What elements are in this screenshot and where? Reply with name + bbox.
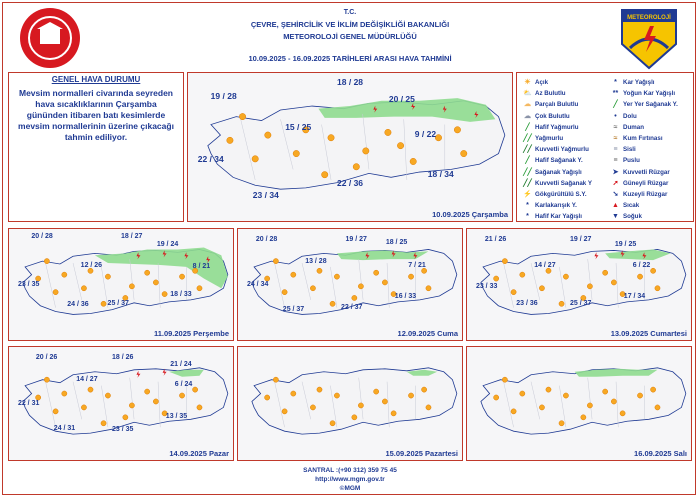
legend-label: Parçalı Bulutlu [535,101,579,109]
temperature-label: 9 / 22 [414,129,437,140]
panel-date-label: 16.09.2025 Salı [634,449,687,458]
sun-icon [620,411,625,416]
legend-label: Hafif Kar Yağışlı [535,213,582,221]
sun-icon [239,113,245,119]
sun-icon [179,274,184,279]
sun-icon [293,150,299,156]
panel-date-label: 14.09.2025 Pazar [169,449,229,458]
cloudy-icon: ☁ [524,101,531,109]
sun-icon [101,421,106,426]
legend-label: Puslu [623,157,640,165]
snow-icon: * [614,79,617,87]
strong-wind-icon: ➤ [612,168,619,176]
sun-icon [587,403,592,408]
south-wind-icon: ➚ [612,179,619,187]
sun-icon [193,387,198,392]
sun-icon [334,274,339,279]
legend-label: Sisli [623,146,636,154]
ministry-emblem [20,8,80,68]
sun-icon [637,393,642,398]
legend-item [611,122,678,133]
map-panel-day1 [187,72,513,222]
sun-icon [265,132,271,138]
footer-phone: SANTRAL :(+90 312) 359 75 45 [303,467,397,474]
legend-item [523,189,592,200]
temperature-label: 15 / 25 [285,121,312,132]
rain-area [575,369,658,377]
temperature-label: 18 / 25 [385,238,408,246]
footer-copyright: ©MGM [339,485,361,492]
rain-icon: ╱╱ [523,135,532,143]
map-panel-day5 [8,346,234,461]
light-shower-icon: ╱ [525,157,530,165]
sun-icon [655,286,660,291]
sun-icon [352,415,357,420]
legend-label: Kuvvetli Yağmurlu [535,146,589,154]
temperature-label: 19 / 27 [570,235,592,243]
sun-icon [358,403,363,408]
legend-item [611,144,678,155]
sun-icon [44,377,49,382]
legend-label: Kuvvetli Sağanak Y [535,179,592,187]
sun-icon [330,421,335,426]
temperature-label: 19 / 28 [210,90,237,101]
heavy-shower-icon: ╱╱ [523,179,532,187]
sun-icon [291,391,296,396]
sleet-icon: * [526,202,529,210]
sun-icon [408,274,413,279]
thunder-icon: ⚡ [523,190,532,198]
legend-item [523,200,592,211]
sun-icon [435,135,441,141]
legend-label: Duman [623,123,644,131]
turkey-map [467,347,691,460]
temperature-label: 13 / 35 [165,412,188,420]
map-panel-day3 [237,228,463,341]
sun-icon [603,270,608,275]
legend-label: Kuzeyli Rüzgar [623,190,668,198]
temperature-label: 20 / 28 [255,235,278,243]
legend-label: Çok Bulutlu [535,112,570,120]
sun-icon [153,399,158,404]
sun-icon [197,286,202,291]
partly-cloudy-icon: ⛅ [523,90,532,98]
general-weather-box [8,72,184,222]
footer-url[interactable]: http://www.mgm.gov.tr [315,476,385,483]
turkey-map [238,229,462,340]
sun-icon [153,280,158,285]
temperature-label: 8 / 21 [192,263,211,271]
sun-icon [651,268,656,273]
sun-icon [101,301,106,306]
sun-icon [611,280,616,285]
map-panel-day2 [8,228,234,341]
sun-icon [129,403,134,408]
sun-icon [603,389,608,394]
sun-icon [587,284,592,289]
temperature-label: 7 / 21 [408,262,426,270]
fog-icon: ≡ [613,157,618,165]
sun-icon [227,137,233,143]
sun-icon [374,389,379,394]
legend-item [523,88,592,99]
sun-icon [282,409,287,414]
temperature-label: 12 / 26 [80,262,103,270]
turkey-map [9,229,233,340]
sun-icon [145,270,150,275]
temperature-label: 23 / 36 [516,300,538,308]
temperature-label: 16 / 33 [394,293,417,301]
heavy-rain-icon: ╱╱ [523,146,532,154]
header-ministry: ÇEVRE, ŞEHİRCİLİK VE İKLİM DEĞİŞİKLİĞİ BAKANLIĞI [250,20,450,29]
temperature-label: 20 / 28 [31,233,53,241]
sun-icon [197,405,202,410]
legend-label: Güneyli Rüzgar [623,179,669,187]
legend-label: Açık [535,79,549,87]
sun-icon [145,389,150,394]
sun-icon [494,276,499,281]
sun-icon [129,284,134,289]
temperature-label: 25 / 37 [570,300,592,308]
legend-item [611,178,678,189]
sun-icon [637,274,642,279]
panel-date-label: 15.09.2025 Pazartesi [385,449,458,458]
sun-icon [426,286,431,291]
overcast-icon: ☁ [524,112,531,120]
sun-icon [410,158,416,164]
sun-icon [363,148,369,154]
legend-item [611,88,678,99]
temperature-label: 14 / 27 [76,376,98,384]
legend-item [611,99,678,110]
sun-icon [310,286,315,291]
sun-icon [358,284,363,289]
sun-icon [382,399,387,404]
legend-item [523,144,592,155]
hail-icon: • [614,112,617,120]
legend-item [611,167,678,178]
sun-icon [494,395,499,400]
sun-icon [611,399,616,404]
legend-item [523,77,592,88]
legend-item [523,167,592,178]
sun-icon [252,156,258,162]
temperature-label: 25 / 37 [282,305,305,313]
legend-label: Karlakarışık Y. [535,202,577,210]
legend-label: Gökgürültülü S.Y. [535,190,587,198]
legend-item [523,133,592,144]
local-shower-icon: ╱ [613,101,618,109]
header-forecast-title: 10.09.2025 - 16.09.2025 TARİHLERİ ARASI HAVA TAHMİNİ [248,54,452,63]
sun-icon [53,409,58,414]
sun-icon [559,301,564,306]
sun-icon [179,393,184,398]
sun-icon [328,135,334,141]
temperature-label: 23 / 35 [112,426,134,434]
temperature-label: 23 / 34 [252,189,279,200]
sun-icon [44,259,49,264]
legend-item [523,99,592,110]
sun-icon [105,393,110,398]
heavy-snow-icon: ** [612,90,619,98]
temperature-label: 24 / 36 [67,301,89,309]
panel-date-label: 12.09.2025 Cuma [397,329,458,338]
temperature-label: 23 / 35 [17,281,40,289]
temperature-label: 22 / 37 [341,304,363,312]
temperature-label: 6 / 22 [632,262,651,270]
sun-icon [291,272,296,277]
cold-icon: ▼ [612,213,619,221]
sun-icon [317,268,322,273]
sun-icon [454,127,460,133]
header-directorate: METEOROLOJİ GENEL MÜDÜRLÜĞÜ [283,32,417,41]
mgm-logo [620,8,678,70]
sun-icon [385,129,391,135]
legend-item [611,111,678,122]
temperature-label: 19 / 27 [345,235,367,243]
legend-label: Hafif Sağanak Y. [535,157,583,165]
temperature-label: 13 / 28 [305,257,327,265]
sun-icon [162,291,167,296]
temperature-label: 14 / 27 [534,262,556,270]
sun-icon [520,272,525,277]
sun-icon [62,391,67,396]
light-rain-icon: ╱ [525,123,530,131]
sun-icon [53,290,58,295]
legend-item [611,211,678,222]
sun-icon [330,301,335,306]
temperature-label: 22 / 31 [17,400,40,408]
sun-icon [502,377,507,382]
legend-item [523,155,592,166]
temperature-label: 17 / 34 [623,293,646,301]
legend-label: Sıcak [623,202,640,210]
sun-icon [426,405,431,410]
temperature-label: 24 / 34 [246,281,269,289]
temperature-label: 6 / 24 [174,380,193,388]
legend-item [523,211,592,222]
sun-icon [408,393,413,398]
legend-column-2 [611,77,678,222]
sun-icon [563,393,568,398]
sun-icon [563,274,568,279]
sun-icon [81,405,86,410]
legend-label: Yağmurlu [535,135,564,143]
sun-icon [353,164,359,170]
sun-icon [651,387,656,392]
turkey-outline [252,368,457,434]
hot-icon: ▲ [612,202,619,210]
legend-label: Hafif Yağmurlu [535,123,579,131]
legend-box [516,72,694,222]
legend-label: Kuvvetli Rüzgar [623,168,670,176]
sandstorm-icon: ≈ [613,135,618,143]
temperature-label: 19 / 24 [156,241,179,249]
turkey-map [238,347,462,460]
mist-icon: ≡ [613,146,618,154]
legend-item [611,200,678,211]
light-snow-icon: * [526,213,529,221]
map-panel-day6 [237,346,463,461]
legend-label: Kar Yağışlı [623,79,655,87]
sun-icon [581,415,586,420]
turkey-map [9,347,233,460]
legend-item [611,77,678,88]
sun-icon [520,391,525,396]
legend-label: Yer Yer Sağanak Y. [623,101,678,109]
panel-date-label: 11.09.2025 Perşembe [153,329,229,338]
sun-icon [511,409,516,414]
legend-item [611,189,678,200]
temperature-label: 25 / 37 [107,300,129,308]
temperature-label: 20 / 25 [388,93,415,104]
sun-icon [265,395,270,400]
legend-label: Dolu [623,112,637,120]
shower-icon: ╱╱ [523,168,532,176]
legend-item [611,155,678,166]
temperature-label: 24 / 31 [53,424,76,432]
sun-icon [382,280,387,285]
panel-date-label: 10.09.2025 Çarşamba [432,210,508,219]
temperature-label: 19 / 25 [614,241,637,249]
sun-icon [310,405,315,410]
map-panel-day4 [466,228,692,341]
sun-icon [374,270,379,275]
north-wind-icon: ➘ [612,190,619,198]
legend-label: Yoğun Kar Yağışlı [623,90,676,98]
temperature-label: 23 / 33 [475,283,498,291]
temperature-label: 22 / 34 [197,154,224,165]
general-weather-title: GENEL HAVA DURUMU [51,75,141,84]
sun-icon [62,272,67,277]
legend-item [611,133,678,144]
temperature-label: 18 / 27 [121,233,143,241]
temperature-label: 21 / 26 [484,235,507,243]
sun-icon [273,259,278,264]
sun-icon [461,150,467,156]
panel-date-label: 13.09.2025 Cumartesi [610,329,687,338]
temperature-label: 21 / 24 [170,360,192,368]
sun-icon [546,387,551,392]
legend-label: Sağanak Yağışlı [535,168,582,176]
sun-icon: ☀ [524,79,531,87]
temperature-label: 18 / 33 [170,291,192,299]
sun-icon [88,387,93,392]
sun-icon [282,290,287,295]
legend-item [523,111,592,122]
sun-icon [352,295,357,300]
header-tc: T.C. [343,9,357,16]
sun-icon [422,387,427,392]
legend-column-1 [523,77,592,222]
sun-icon [105,274,110,279]
turkey-map [467,229,691,340]
sun-icon [559,421,564,426]
sun-icon [317,387,322,392]
turkey-outline [481,368,686,434]
smoke-icon: ≈ [613,123,618,131]
sun-icon [539,405,544,410]
sun-icon [391,411,396,416]
legend-label: Soğuk [623,213,642,221]
sun-icon [123,415,128,420]
legend-item [523,178,592,189]
temperature-label: 18 / 26 [112,353,134,361]
map-panel-day7 [466,346,692,461]
sun-icon [334,393,339,398]
legend-label: Kum Fırtınası [623,135,663,143]
sun-icon [397,142,403,148]
temperature-label: 22 / 36 [337,178,364,189]
temperature-label: 20 / 26 [35,353,58,361]
sun-icon [322,171,328,177]
sun-icon [273,377,278,382]
mgm-logo-text: METEOROLOJİ [627,15,671,21]
temperature-label: 18 / 34 [427,169,454,180]
sun-icon [81,286,86,291]
sun-icon [511,290,516,295]
sun-icon [655,405,660,410]
general-weather-text: Mevsim normalleri civarında seyreden hava sıcaklıklarının Çarşamba gününden itibaren batı kesimlerde mevsim normallerinin üzerine çıkacağı tahmin ediliyor. [18,88,174,142]
legend-label: Az Bulutlu [535,90,566,98]
legend-item [523,122,592,133]
sun-icon [539,286,544,291]
temperature-label: 18 / 28 [337,77,364,88]
sun-icon [502,259,507,264]
